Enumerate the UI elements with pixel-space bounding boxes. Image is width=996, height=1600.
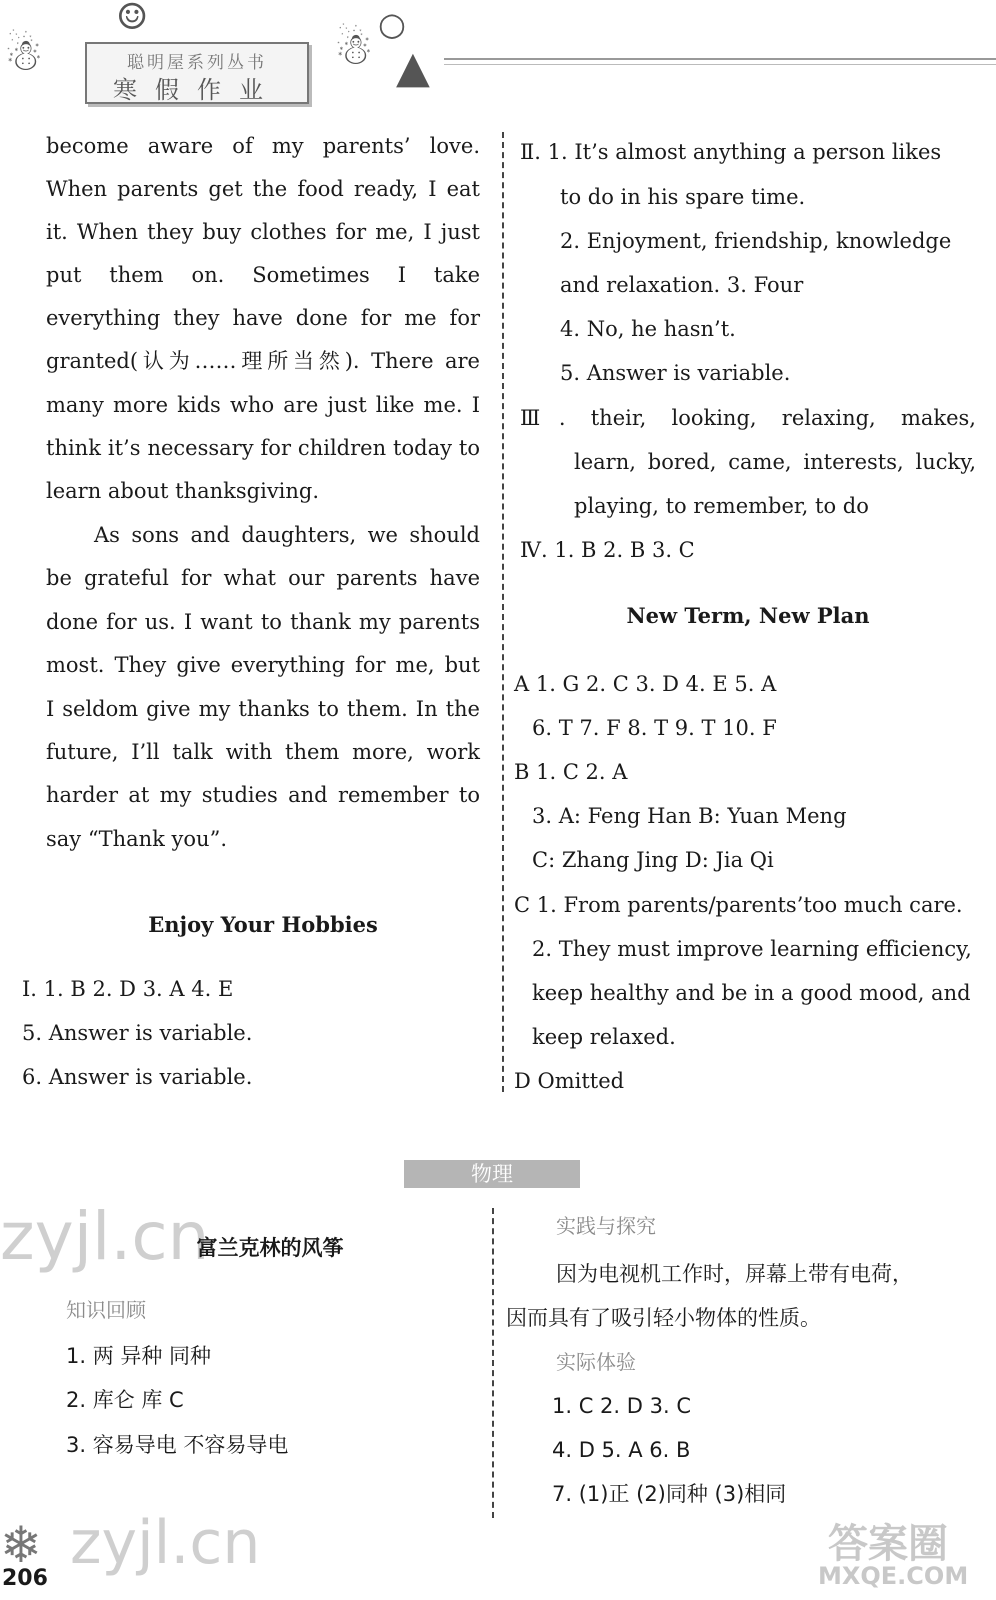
page-number: 206 xyxy=(2,1566,48,1591)
balloon-icon: ○ xyxy=(378,5,406,43)
practice-line: 因为电视机工作时，屏幕上带有电荷， xyxy=(556,1262,913,1286)
text-line: most. They give everything for me, but xyxy=(46,653,480,677)
text-line: future, I’ll talk with them more, work xyxy=(46,740,480,764)
review-item: 3. 容易导电 不容易导电 xyxy=(66,1433,289,1457)
text-line: harder at my studies and remember to xyxy=(46,783,480,807)
page-header xyxy=(0,0,996,115)
section-title-new-term: New Term, New Plan xyxy=(626,603,870,628)
text-line: As sons and daughters, we should xyxy=(94,523,480,547)
column-divider-physics xyxy=(492,1208,494,1518)
text-line: When parents get the food ready, I eat xyxy=(46,177,480,201)
subject-tab-physics: 物理 xyxy=(404,1160,580,1188)
footer-decoration-icon: ❄ xyxy=(0,1516,42,1574)
answer-line: 3. A: Feng Han B: Yuan Meng xyxy=(532,804,847,828)
answer-line: to do in his spare time. xyxy=(560,185,806,209)
answer-line: 2. Enjoyment, friendship, knowledge xyxy=(560,229,952,253)
watermark-logo-bottom: MXQE.COM xyxy=(818,1562,969,1590)
column-divider xyxy=(502,132,504,1092)
text-line: everything they have done for me for xyxy=(46,306,480,330)
review-item: 1. 两 异种 同种 xyxy=(66,1344,212,1368)
text-line: it. When they buy clothes for me, I just xyxy=(46,220,480,244)
answer-line: 5. Answer is variable. xyxy=(560,361,791,385)
child-illustration-icon: ☺ xyxy=(116,0,149,38)
answer-line: 6. Answer is variable. xyxy=(22,1065,253,1089)
answer-line: 6. T 7. F 8. T 9. T 10. F xyxy=(532,716,777,740)
answer-line: 2. They must improve learning efficiency, xyxy=(532,937,972,961)
answer-line: C: Zhang Jing D: Jia Qi xyxy=(532,848,774,872)
experience-item: 7. (1)正 (2)同种 (3)相同 xyxy=(552,1482,787,1506)
text-line: be grateful for what our parents have xyxy=(46,566,480,590)
answer-line: A 1. G 2. C 3. D 4. E 5. A xyxy=(514,672,777,696)
text-line: become aware of my parents’ love. xyxy=(46,134,480,158)
text-line: think it’s necessary for children today to xyxy=(46,436,480,460)
review-heading: 知识回顾 xyxy=(66,1298,146,1322)
review-item: 2. 库仑 库 C xyxy=(66,1388,184,1412)
answer-line: 5. Answer is variable. xyxy=(22,1021,253,1045)
text-line: many more kids who are just like me. I xyxy=(46,393,480,417)
text-line: say “Thank you”. xyxy=(46,827,227,851)
snowman-illustration-icon: ☃ xyxy=(334,24,374,75)
text-line: I seldom give my thanks to them. In the xyxy=(46,697,480,721)
experience-item: 4. D 5. A 6. B xyxy=(552,1438,691,1462)
answer-line: learn, bored, came, interests, lucky, xyxy=(574,450,976,474)
answer-line: and relaxation. 3. Four xyxy=(560,273,804,297)
watermark-logo-top: 答案圈 xyxy=(828,1521,948,1567)
section-title-hobbies: Enjoy Your Hobbies xyxy=(148,912,378,937)
answer-line: keep healthy and be in a good mood, and xyxy=(532,981,971,1005)
santa-illustration-icon: ☃ xyxy=(4,30,44,81)
answer-line: 4. No, he hasn’t. xyxy=(560,317,736,341)
answer-line: playing, to remember, to do xyxy=(574,494,869,518)
book-title: 寒假作业 xyxy=(113,76,281,104)
text-line: put them on. Sometimes I take xyxy=(46,263,480,287)
answer-line: Ⅳ. 1. B 2. B 3. C xyxy=(520,538,695,562)
answer-line: B 1. C 2. A xyxy=(514,760,628,784)
experience-heading: 实际体验 xyxy=(556,1350,636,1374)
practice-heading: 实践与探究 xyxy=(556,1214,656,1238)
series-name: 聪明屋系列丛书 xyxy=(127,53,267,73)
watermark-left: zyjl.cn xyxy=(0,1198,210,1275)
header-banner xyxy=(85,42,309,104)
answer-line: Ⅲ. their, looking, relaxing, makes, xyxy=(520,406,976,430)
answer-line: C 1. From parents/parents’too much care. xyxy=(514,893,963,917)
watermark-bottom: zyjl.cn xyxy=(70,1508,261,1578)
header-rule-thin xyxy=(444,64,996,65)
answer-line: keep relaxed. xyxy=(532,1025,676,1049)
practice-line: 因而具有了吸引轻小物体的性质。 xyxy=(506,1306,821,1330)
lesson-title: 富兰克林的风筝 xyxy=(196,1236,344,1260)
christmas-tree-icon: ▲ xyxy=(396,42,430,93)
header-rule xyxy=(444,58,996,60)
answer-line: Ⅰ. 1. B 2. D 3. A 4. E xyxy=(22,977,234,1001)
text-line: done for us. I want to thank my parents xyxy=(46,610,480,634)
text-line: granted(认为……理所当然). There are xyxy=(46,349,480,373)
text-line: learn about thanksgiving. xyxy=(46,479,320,503)
answer-line: Ⅱ. 1. It’s almost anything a person likes xyxy=(520,140,942,164)
answer-line: D Omitted xyxy=(514,1069,625,1093)
experience-item: 1. C 2. D 3. C xyxy=(552,1394,691,1418)
